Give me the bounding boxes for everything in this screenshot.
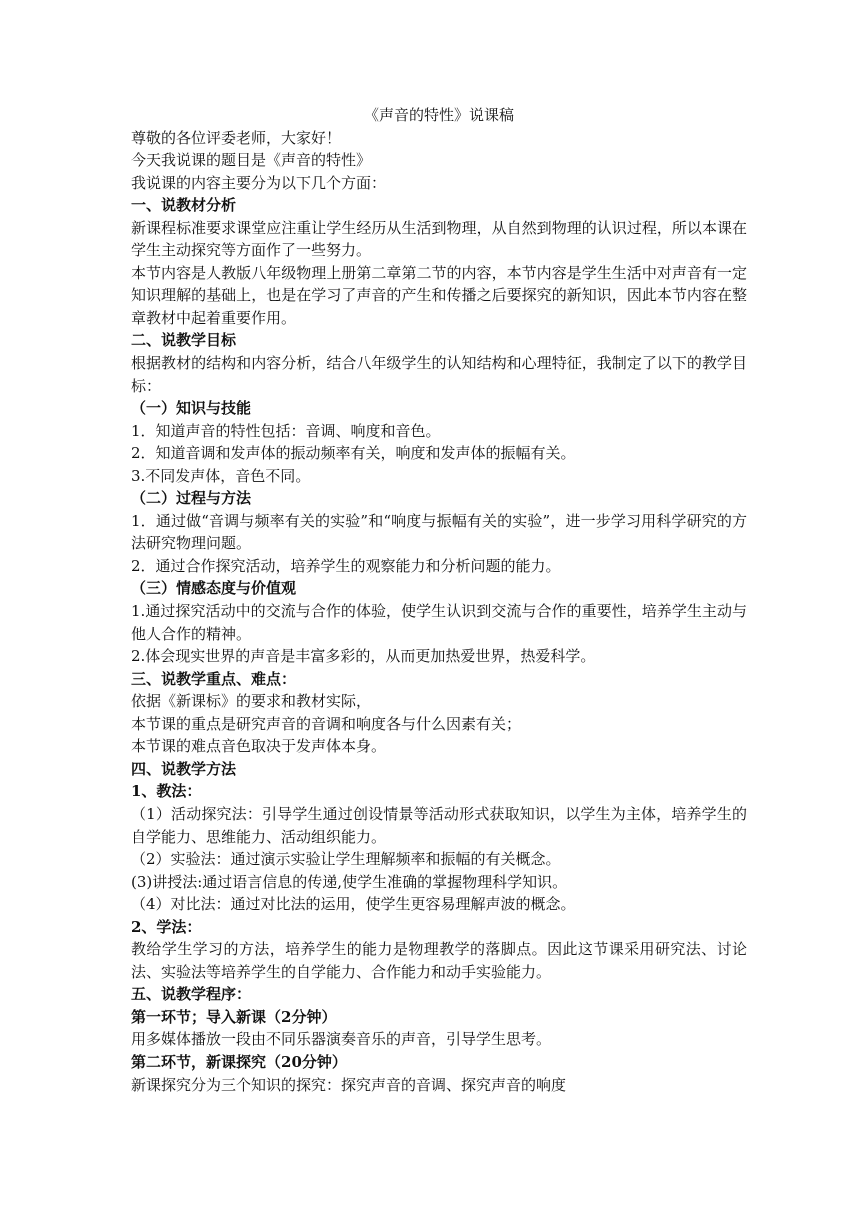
document-body — [131, 127, 747, 1097]
paragraph: 1．知道声音的特性包括：音调、响度和音色。 — [131, 421, 441, 440]
document-title: 《声音的特性》说课稿 — [363, 106, 514, 124]
paragraph: 2.体会现实世界的声音是丰富多彩的，从而更加热爱世界，热爱科学。 — [131, 647, 596, 666]
section-heading: （三）情感态度与价值观 — [131, 579, 297, 598]
section-heading: 第二环节，新课探究（20分钟） — [131, 1052, 347, 1071]
paragraph: （2）实验法：通过演示实验让学生理解频率和振幅的有关概念。 — [131, 850, 561, 869]
paragraph: 本节课的难点音色取决于发声体本身。 — [131, 737, 387, 756]
paragraph: 新课程标准要求课堂应注重让学生经历从生活到物理，从自然到物理的认识过程，所以本课在学生主动探究等方面作了一些努力。 — [131, 218, 747, 260]
paragraph: 尊敬的各位评委老师，大家好！ — [131, 128, 342, 147]
paragraph: (3)讲授法:通过语言信息的传递,使学生准确的掌握物理科学知识。 — [131, 872, 568, 891]
paragraph: 1．通过做“音调与频率有关的实验”和“响度与振幅有关的实验”，进一步学习用科学研究的方法研究物理问题。 — [131, 511, 747, 553]
paragraph: 今天我说课的题目是《声音的特性》 — [131, 151, 372, 170]
document-page — [131, 104, 747, 1096]
paragraph: 1.通过探究活动中的交流与合作的体验，使学生认识到交流与合作的重要性，培养学生主动与他人合作的精神。 — [131, 602, 747, 643]
paragraph: 2．知道音调和发声体的振动频率有关，响度和发声体的振幅有关。 — [131, 444, 576, 463]
paragraph: 本节内容是人教版八年级物理上册第二章第二节的内容，本节内容是学生生活中对声音有一定知识理解的基础上，也是在学习了声音的产生和传播之后要探究的新知识，因此本节内容在整章教材中起着重要作用。 — [131, 263, 747, 327]
paragraph: 3.不同发声体，音色不同。 — [131, 466, 311, 485]
paragraph: 用多媒体播放一段由不同乐器演奏音乐的声音，引导学生思考。 — [131, 1030, 552, 1049]
section-heading: 五、说教学程序： — [131, 985, 252, 1004]
paragraph: （1）活动探究法：引导学生通过创设情景等活动形式获取知识，以学生为主体，培养学生的自学能力、思维能力、活动组织能力。 — [131, 804, 747, 846]
paragraph: 2．通过合作探究活动，培养学生的观察能力和分析问题的能力。 — [131, 556, 561, 575]
paragraph: 依据《新课标》的要求和教材实际， — [131, 692, 372, 711]
paragraph: 根据教材的结构和内容分析，结合八年级学生的认知结构和心理特征，我制定了以下的教学目标： — [131, 354, 747, 395]
section-heading: 二、说教学目标 — [131, 331, 237, 350]
section-heading: 1、教法： — [131, 782, 202, 801]
paragraph: （4）对比法：通过对比法的运用，使学生更容易理解声波的概念。 — [131, 895, 576, 914]
section-heading: 三、说教学重点、难点： — [131, 669, 297, 688]
paragraph: 新课探究分为三个知识的探究：探究声音的音调、探究声音的响度 — [131, 1075, 567, 1094]
section-heading: 一、说教材分析 — [131, 196, 237, 215]
section-heading: 四、说教学方法 — [131, 759, 237, 778]
paragraph: 教给学生学习的方法，培养学生的能力是物理教学的落脚点。因此这节课采用研究法、讨论法、实验法等培养学生的自学能力、合作能力和动手实验能力。 — [131, 940, 747, 981]
paragraph: 本节课的重点是研究声音的音调和响度各与什么因素有关； — [131, 714, 522, 733]
paragraph: 我说课的内容主要分为以下几个方面： — [131, 173, 387, 192]
section-heading: 2、学法： — [131, 917, 202, 936]
section-heading: （二）过程与方法 — [131, 489, 252, 508]
section-heading: （一）知识与技能 — [131, 399, 252, 418]
section-heading: 第一环节；导入新课（2分钟） — [131, 1007, 337, 1026]
